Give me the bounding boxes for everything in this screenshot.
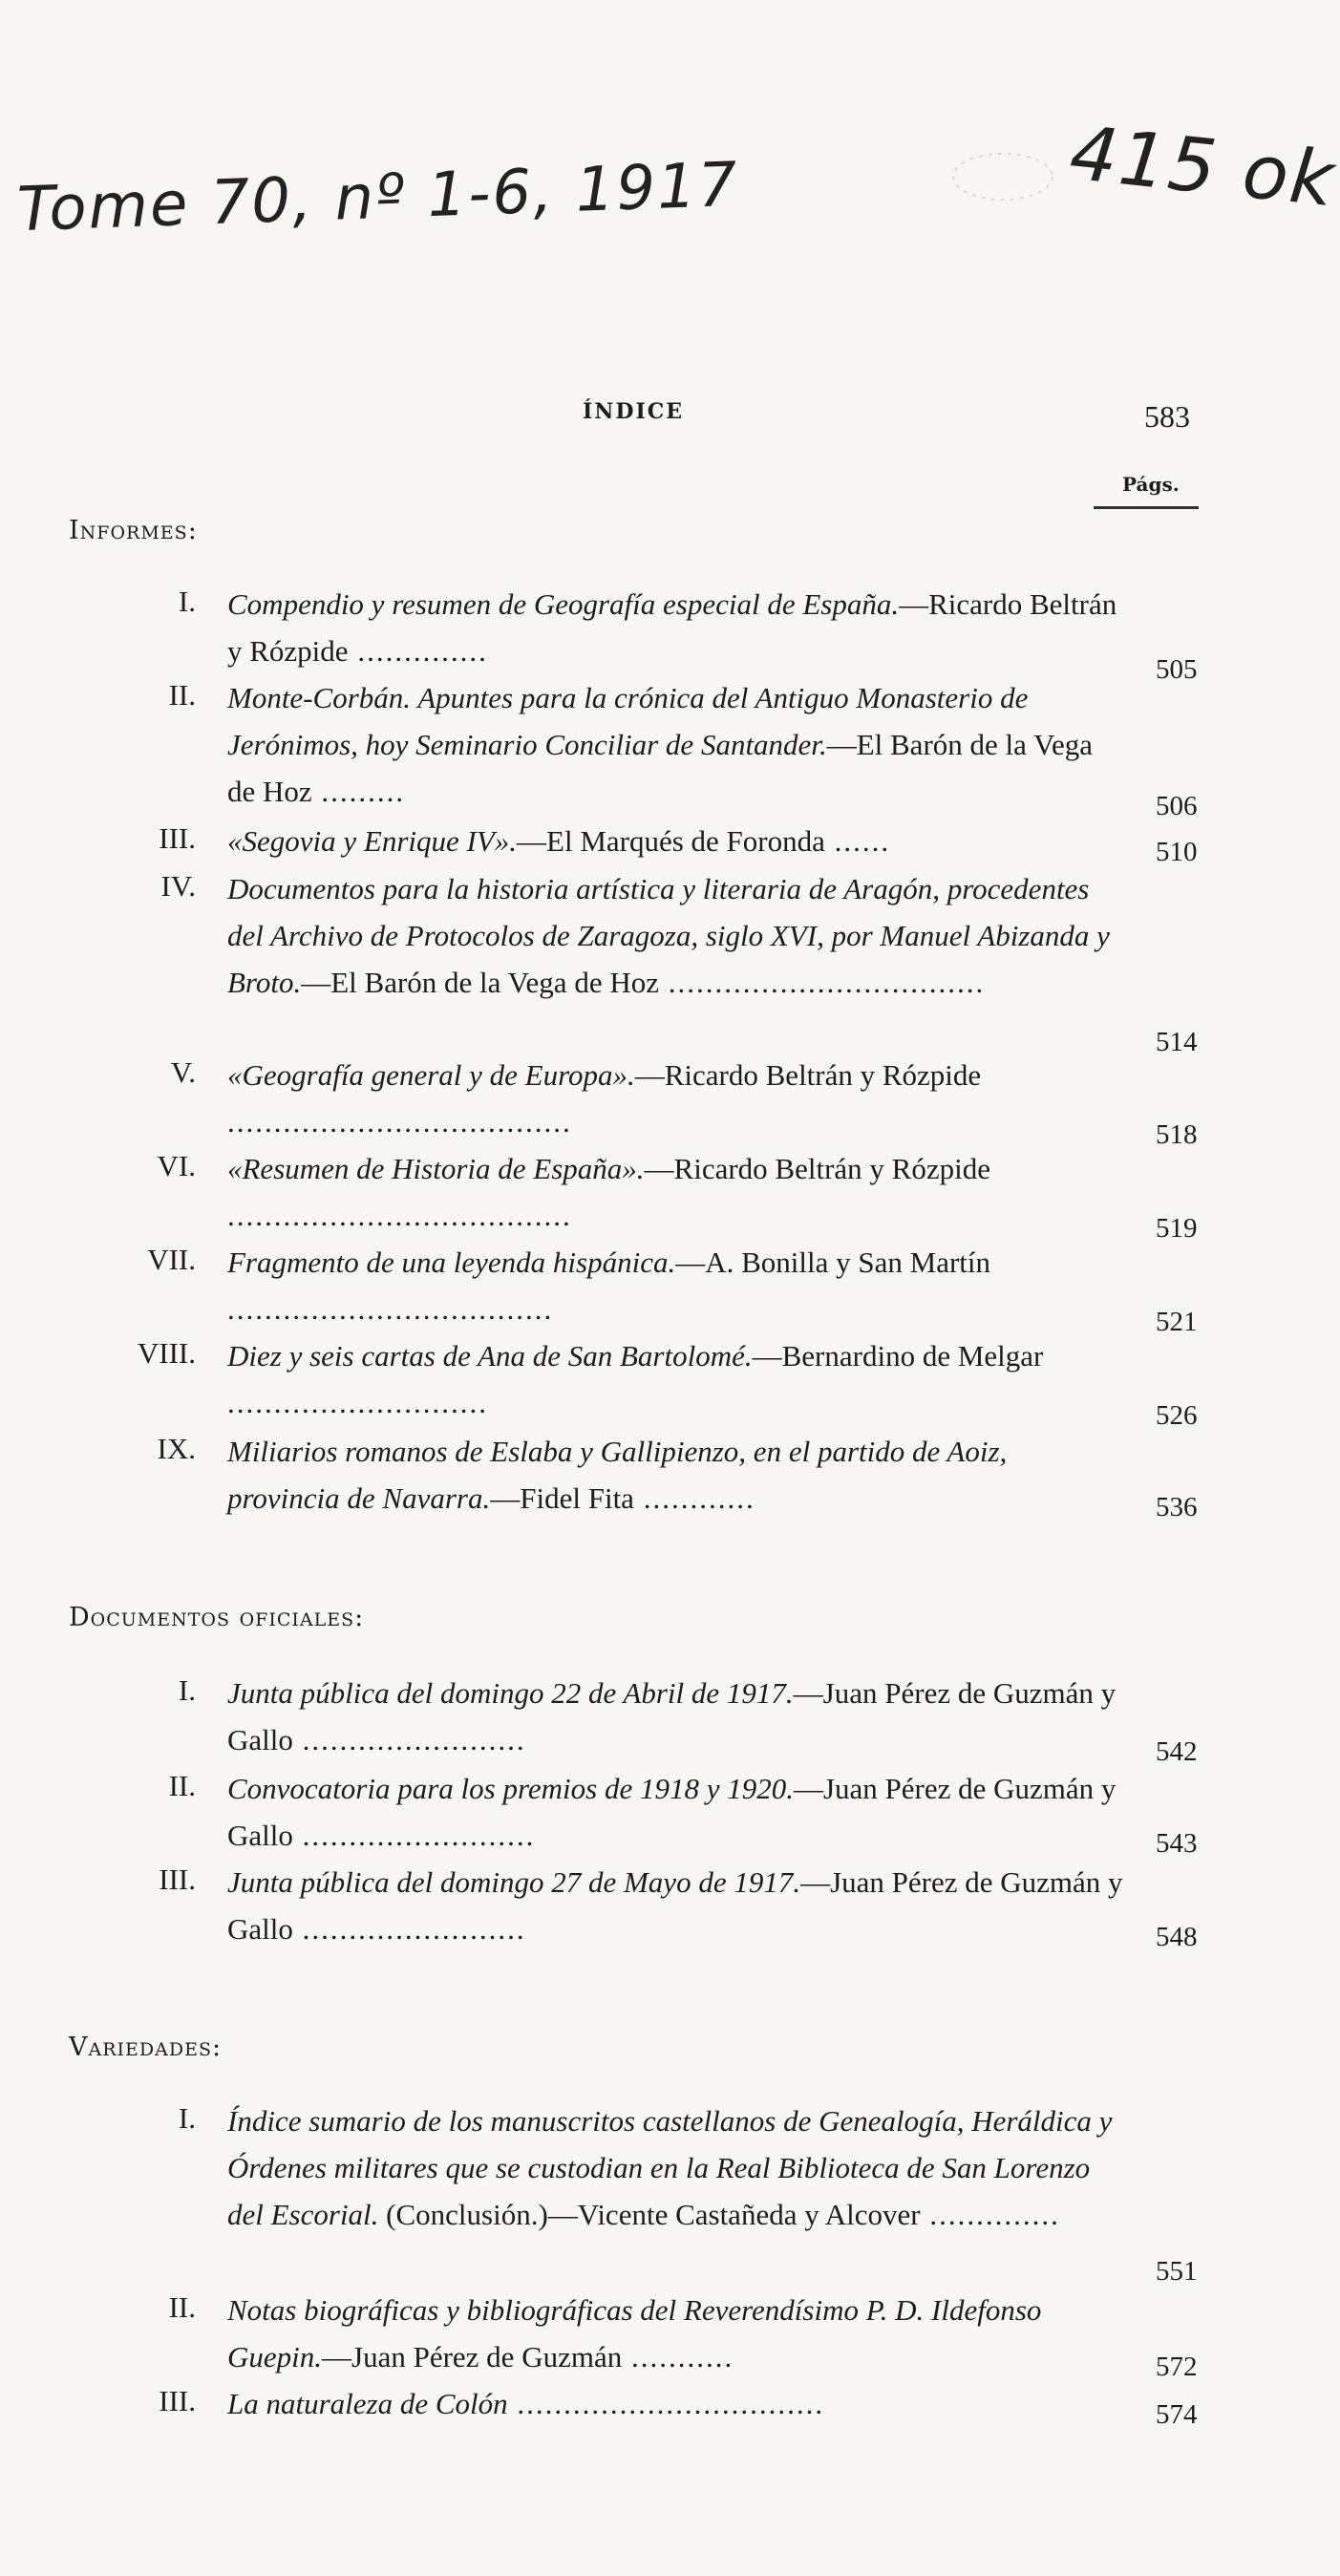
entry-text: Monte-Corbán. Apuntes para la crónica del Antiguo Monasterio de Jerónimos, hoy Seminario Conciliar de Santander.—El Barón de la Vega de Hoz .........: [227, 681, 1094, 808]
entry-numeral: I.: [178, 2101, 196, 2135]
entry-author: —Fidel Fita: [490, 1481, 634, 1515]
entry-numeral: VI.: [157, 1149, 196, 1182]
entry-page: 514: [1156, 1027, 1198, 1057]
entry-title: Junta pública del domingo 27 de Mayo de 1917.: [227, 1865, 801, 1899]
entry-author: —Juan Pérez de Guzmán y Gallo: [227, 1772, 1117, 1852]
entry-text: Junta pública del domingo 27 de Mayo de 1917.—Juan Pérez de Guzmán y Gallo ........................: [227, 1865, 1123, 1946]
entry-page: 518: [1156, 1119, 1198, 1150]
entry-page: 526: [1156, 1400, 1198, 1431]
entry-page: 543: [1156, 1828, 1198, 1859]
entry-author: —Juan Pérez de Guzmán y Gallo: [227, 1676, 1117, 1756]
entry-text: Miliarios romanos de Eslaba y Gallipienzo, en el partido de Aoiz, provincia de Navarra.—Fidel Fita ............: [227, 1435, 1008, 1515]
page-number: 583: [1144, 399, 1190, 434]
section-heading-documentos-oficiales: Documentos oficiales:: [69, 1603, 365, 1632]
entry-numeral: II.: [168, 678, 196, 712]
entry-numeral: VIII.: [137, 1336, 196, 1370]
entry-page: 572: [1156, 2352, 1198, 2382]
entry-author: —Ricardo Beltrán y Rózpide: [644, 1152, 990, 1185]
entry-numeral: III.: [159, 1863, 196, 1896]
entry-numeral: VII.: [147, 1243, 196, 1276]
entry-author: —Juan Pérez de Guzmán y Gallo: [227, 1865, 1123, 1946]
entry-text: Notas biográficas y bibliográficas del Reverendísimo P. D. Ildefonso Guepin.—Juan Pérez de Guzmán ...........: [227, 2293, 1042, 2374]
entry-page: 521: [1156, 1307, 1198, 1337]
handwritten-note-right: 415 ok: [1066, 110, 1340, 224]
entry-title: Diez y seis cartas de Ana de San Bartolomé.: [227, 1339, 753, 1373]
entry-page: 548: [1156, 1922, 1198, 1952]
entry-author: —Ricardo Beltrán y Rózpide: [634, 1058, 982, 1092]
entry-page: 510: [1156, 837, 1198, 867]
entry-author: —El Marqués de Foronda: [517, 824, 825, 858]
entry-author: —Ricardo Beltrán y Rózpide: [227, 587, 1117, 668]
entry-title: Documentos para la historia artística y literaria de Aragón, procedentes del Archivo de Protocolos de Zaragoza, siglo XVI, por Manuel Abizanda y Broto.: [227, 872, 1110, 999]
entry-page: 551: [1156, 2256, 1198, 2287]
entry-text: Junta pública del domingo 22 de Abril de 1917.—Juan Pérez de Guzmán y Gallo ........................: [227, 1676, 1117, 1756]
entry-page: 505: [1156, 654, 1198, 685]
entry-text: Documentos para la historia artística y literaria de Aragón, procedentes del Archivo de Protocolos de Zaragoza, siglo XVI, por Manuel Abizanda y Broto.—El Barón de la Vega de Hoz ..................................: [227, 872, 1110, 999]
entry-text: Diez y seis cartas de Ana de San Bartolomé.—Bernardino de Melgar ............................: [227, 1339, 1044, 1419]
entry-text: La naturaleza de Colón .................................: [227, 2387, 825, 2420]
entry-title: «Geografía general y de Europa».: [227, 1058, 635, 1092]
entry-page: 542: [1156, 1736, 1198, 1767]
entry-text: «Resumen de Historia de España».—Ricardo Beltrán y Rózpide .....................................: [227, 1152, 990, 1232]
entry-text: Fragmento de una leyenda hispánica.—A. Bonilla y San Martín ...................................: [227, 1245, 991, 1326]
entry-numeral: III.: [159, 2384, 196, 2417]
entry-text: «Geografía general y de Europa».—Ricardo Beltrán y Rózpide .....................................: [227, 1058, 982, 1139]
entry-title: Miliarios romanos de Eslaba y Gallipienzo, en el partido de Aoiz, provincia de Navarra.: [227, 1435, 1008, 1515]
entry-numeral: I.: [178, 585, 196, 618]
handwritten-note-left: Tome 70, nº 1-6, 1917: [15, 149, 740, 246]
page-title: ÍNDICE: [583, 399, 685, 424]
entry-text: Convocatoria para los premios de 1918 y 1920.—Juan Pérez de Guzmán y Gallo .........................: [227, 1772, 1117, 1852]
entry-title: Monte-Corbán. Apuntes para la crónica del Antiguo Monasterio de Jerónimos, hoy Seminario Conciliar de Santander.: [227, 681, 1029, 761]
entry-author: (Conclusión.)—Vicente Castañeda y Alcover: [378, 2198, 921, 2231]
entry-title: Notas biográficas y bibliográficas del Reverendísimo P. D. Ildefonso Guepin.: [227, 2293, 1042, 2374]
entry-author: —A. Bonilla y San Martín: [675, 1245, 991, 1279]
entry-title: Junta pública del domingo 22 de Abril de 1917.: [227, 1676, 794, 1710]
entry-text: Compendio y resumen de Geografía especial de España.—Ricardo Beltrán y Rózpide ..............: [227, 587, 1117, 668]
entry-text: Índice sumario de los manuscritos castellanos de Genealogía, Heráldica y Órdenes militares que se custodian en la Real Biblioteca de San Lorenzo del Escorial. (Conclusión.)—Vicente Castañeda y Alcover ..............: [227, 2104, 1113, 2231]
entry-author: —Juan Pérez de Guzmán: [322, 2340, 623, 2374]
entry-title: Índice sumario de los manuscritos castellanos de Genealogía, Heráldica y Órdenes militares que se custodian en la Real Biblioteca de San Lorenzo del Escorial.: [227, 2104, 1113, 2231]
entry-numeral: II.: [168, 1769, 196, 1802]
entry-page: 519: [1156, 1213, 1198, 1244]
entry-author: —El Barón de la Vega de Hoz: [301, 966, 659, 999]
entry-title: Compendio y resumen de Geografía especial de España.: [227, 587, 900, 621]
entry-numeral: I.: [178, 1673, 196, 1707]
faded-stamp-mark: [946, 143, 1060, 210]
pages-column-rule: [1094, 506, 1199, 509]
entry-page: 506: [1156, 791, 1198, 821]
entry-page: 536: [1156, 1492, 1198, 1522]
entry-title: Fragmento de una leyenda hispánica.: [227, 1245, 676, 1279]
entry-author: —El Barón de la Vega de Hoz: [227, 728, 1094, 808]
entry-title: La naturaleza de Colón: [227, 2387, 508, 2420]
section-heading-informes: Informes:: [69, 516, 198, 545]
entry-author: —Bernardino de Melgar: [752, 1339, 1044, 1373]
entry-text: «Segovia y Enrique IV».—El Marqués de Foronda ......: [227, 824, 891, 858]
entry-title: Convocatoria para los premios de 1918 y 1920.: [227, 1772, 794, 1805]
entry-title: «Resumen de Historia de España».: [227, 1152, 645, 1185]
entry-numeral: III.: [159, 821, 196, 855]
entry-numeral: IX.: [157, 1432, 196, 1465]
entry-numeral: IV.: [160, 869, 196, 903]
section-heading-variedades: Variedades:: [69, 2033, 223, 2062]
entry-page: 574: [1156, 2399, 1198, 2430]
pages-column-label: Págs.: [1122, 473, 1180, 496]
entry-numeral: II.: [168, 2290, 196, 2324]
entry-title: «Segovia y Enrique IV».: [227, 824, 518, 858]
entry-numeral: V.: [170, 1055, 196, 1089]
